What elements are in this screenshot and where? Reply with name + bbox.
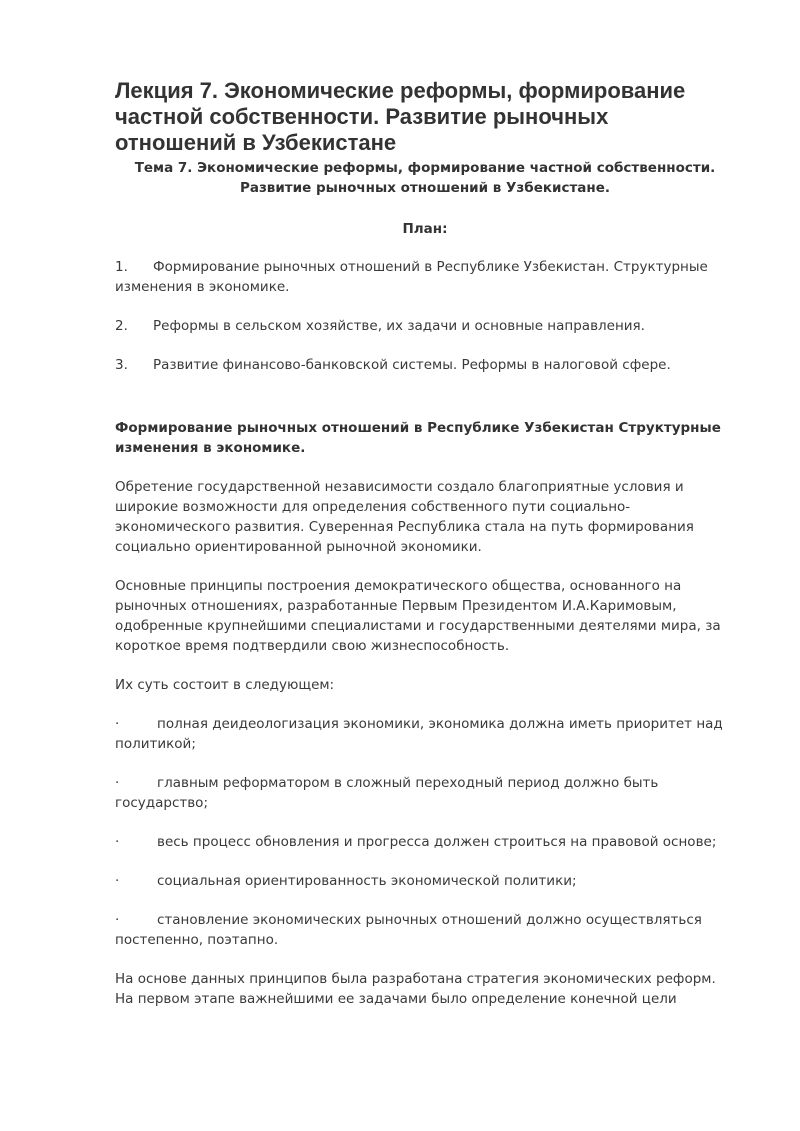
plan-item-text: Развитие финансово-банковской системы. Реформы в налоговой сфере. — [153, 357, 671, 373]
principle-text: становление экономических рыночных отношений должно осуществляться постепенно, поэтапно. — [115, 912, 702, 948]
principle-item — [115, 832, 735, 852]
plan-heading: План: — [402, 221, 448, 237]
section-heading: Формирование рыночных отношений в Республике Узбекистан Структурные изменения в экономике. — [115, 420, 721, 456]
plan-item-number: 2. — [115, 318, 128, 334]
bullet-mark: · — [115, 912, 120, 928]
plan-list — [115, 257, 735, 375]
body-paragraph: Основные принципы построения демократического общества, основанного на рыночных отношениях, разработанные Первым Президентом И.А.Каримовым, одобренные крупнейшими специалистами и государственными деятелями мира, за короткое время подтвердили свою жизнеспособность. — [115, 578, 721, 654]
plan-item-number: 3. — [115, 357, 128, 373]
principle-text: весь процесс обновления и прогресса должен строиться на правовой основе; — [157, 834, 717, 850]
principle-text: полная деидеологизация экономики, экономика должна иметь приоритет над политикой; — [115, 716, 723, 752]
body-paragraph: Их суть состоит в следующем: — [115, 677, 335, 693]
principle-item — [115, 773, 735, 813]
closing-paragraph: На основе данных принципов была разработана стратегия экономических реформ. На первом этапе важнейшими ее задачами было определение конечной цели — [115, 971, 716, 1007]
bullet-mark: · — [115, 873, 120, 889]
document-page — [115, 78, 735, 1009]
plan-item — [115, 316, 735, 336]
body-paragraph: Обретение государственной независимости создало благоприятные условия и широкие возможности для определения собственного пути социально-экономического развития. Суверенная Республика стала на путь формирования социально ориентированной рыночной экономики. — [115, 479, 694, 555]
principle-item — [115, 910, 735, 950]
bullet-mark: · — [115, 716, 120, 732]
bullet-mark: · — [115, 834, 120, 850]
principle-text: социальная ориентированность экономической политики; — [157, 873, 577, 889]
principle-item — [115, 871, 735, 891]
plan-item-text: Реформы в сельском хозяйстве, их задачи и основные направления. — [153, 318, 645, 334]
topic-subtitle: Тема 7. Экономические реформы, формирование частной собственности. Развитие рыночных отношений в Узбекистане. — [134, 160, 716, 196]
principle-item — [115, 714, 735, 754]
principles-list — [115, 714, 735, 950]
document-title: Лекция 7. Экономические реформы, формирование частной собственности. Развитие рыночных отношений в Узбекистане — [115, 78, 686, 155]
bullet-mark: · — [115, 775, 120, 791]
principle-text: главным реформатором в сложный переходный период должно быть государство; — [115, 775, 659, 811]
plan-item — [115, 257, 735, 297]
plan-item-number: 1. — [115, 259, 128, 275]
plan-item-text: Формирование рыночных отношений в Республике Узбекистан. Структурные изменения в экономике. — [115, 259, 708, 295]
plan-item — [115, 355, 735, 375]
